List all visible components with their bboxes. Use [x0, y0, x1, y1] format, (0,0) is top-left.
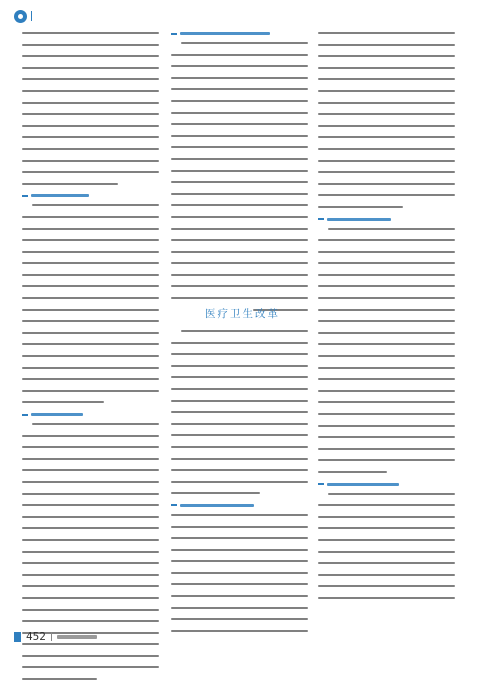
header-divider [31, 11, 32, 21]
section-title-glyph: 革 [267, 308, 280, 320]
section-title-glyph: 卫 [230, 308, 243, 320]
footer-mark [57, 635, 97, 639]
text-block [171, 330, 308, 494]
text-block [318, 32, 455, 208]
running-header [14, 8, 32, 24]
section-title [205, 306, 280, 321]
text-block [318, 228, 455, 473]
section-heading [171, 32, 308, 35]
column-middle [171, 32, 308, 320]
section-heading [318, 483, 455, 486]
footer-divider [51, 632, 52, 641]
section-title-glyph: 生 [242, 308, 255, 320]
text-block [171, 514, 308, 632]
circle-logo-icon [14, 10, 27, 23]
section-title-glyph: 医 [205, 308, 218, 320]
text-block-intro [22, 32, 159, 185]
text-block [318, 493, 455, 599]
section-title-glyph: 疗 [217, 308, 230, 320]
column-left [22, 32, 159, 690]
column-right [318, 32, 455, 609]
section-heading [318, 218, 455, 221]
page-footer [14, 630, 97, 643]
column-middle-lower [171, 330, 308, 641]
text-block [171, 42, 308, 311]
page-number: 452 [26, 630, 46, 643]
text-block [22, 204, 159, 403]
section-heading [22, 413, 159, 416]
section-heading [22, 194, 159, 197]
footer-accent-bar [14, 632, 21, 642]
section-title-glyph: 改 [255, 308, 268, 320]
section-heading [171, 504, 308, 507]
